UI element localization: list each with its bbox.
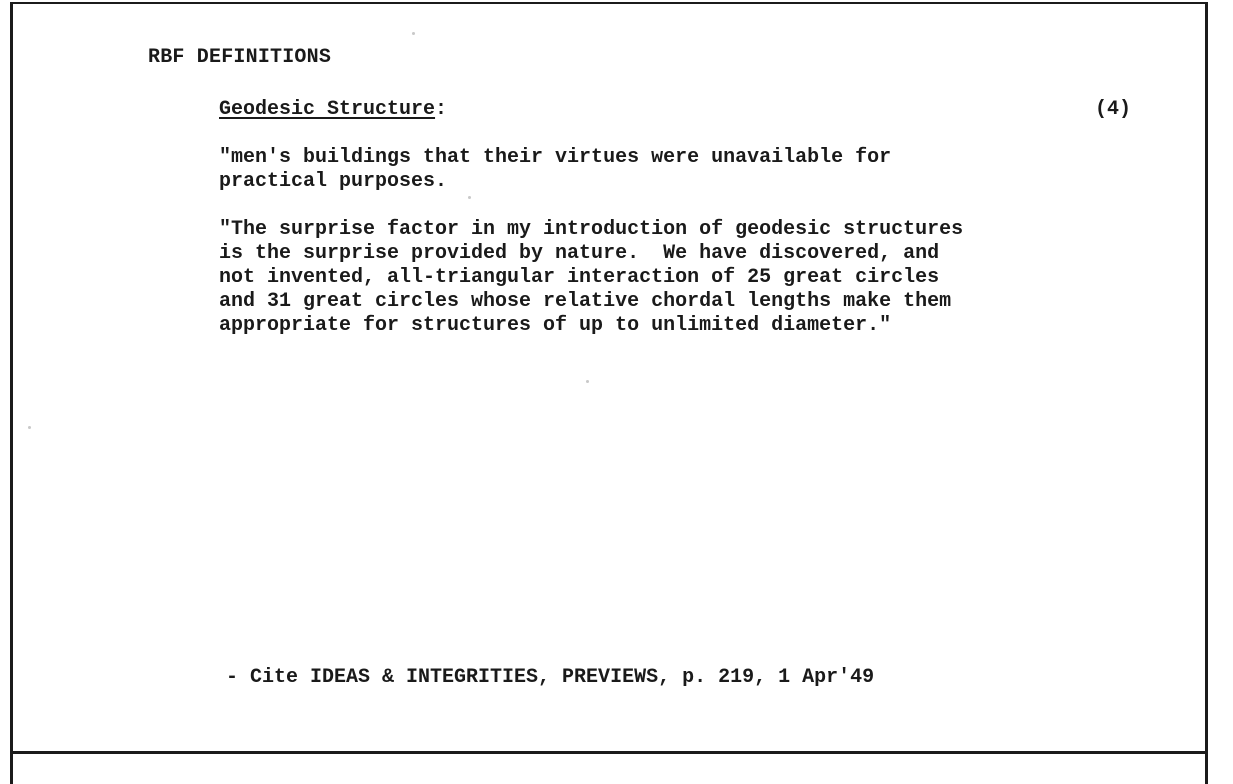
quote-line: "The surprise factor in my introduction of geodesic structures xyxy=(219,218,964,241)
definition-term-colon: : xyxy=(435,98,448,121)
quote-line: is the surprise provided by nature. We have discovered, and xyxy=(219,242,940,265)
card-number: (4) xyxy=(1095,98,1132,121)
citation: - Cite IDEAS & INTEGRITIES, PREVIEWS, p. 219, 1 Apr'49 xyxy=(226,666,875,689)
definition-term: Geodesic Structure xyxy=(219,98,436,121)
quote-line: appropriate for structures of up to unlimited diameter." xyxy=(219,314,892,337)
index-card xyxy=(10,2,1208,754)
quote-line: and 31 great circles whose relative chordal lengths make them xyxy=(219,290,952,313)
card-heading: RBF DEFINITIONS xyxy=(148,46,332,69)
paper-speck xyxy=(468,196,471,199)
next-index-card-edge xyxy=(10,754,1208,784)
paper-speck xyxy=(412,32,415,35)
paper-speck xyxy=(28,426,31,429)
quote-line: "men's buildings that their virtues were unavailable for xyxy=(219,146,892,169)
definition-term-row xyxy=(219,98,447,121)
quote-line: not invented, all-triangular interaction of 25 great circles xyxy=(219,266,940,289)
paper-speck xyxy=(586,380,589,383)
quote-line: practical purposes. xyxy=(219,170,448,193)
quote-paragraph-2 xyxy=(219,218,963,338)
quote-paragraph-1 xyxy=(219,146,891,194)
